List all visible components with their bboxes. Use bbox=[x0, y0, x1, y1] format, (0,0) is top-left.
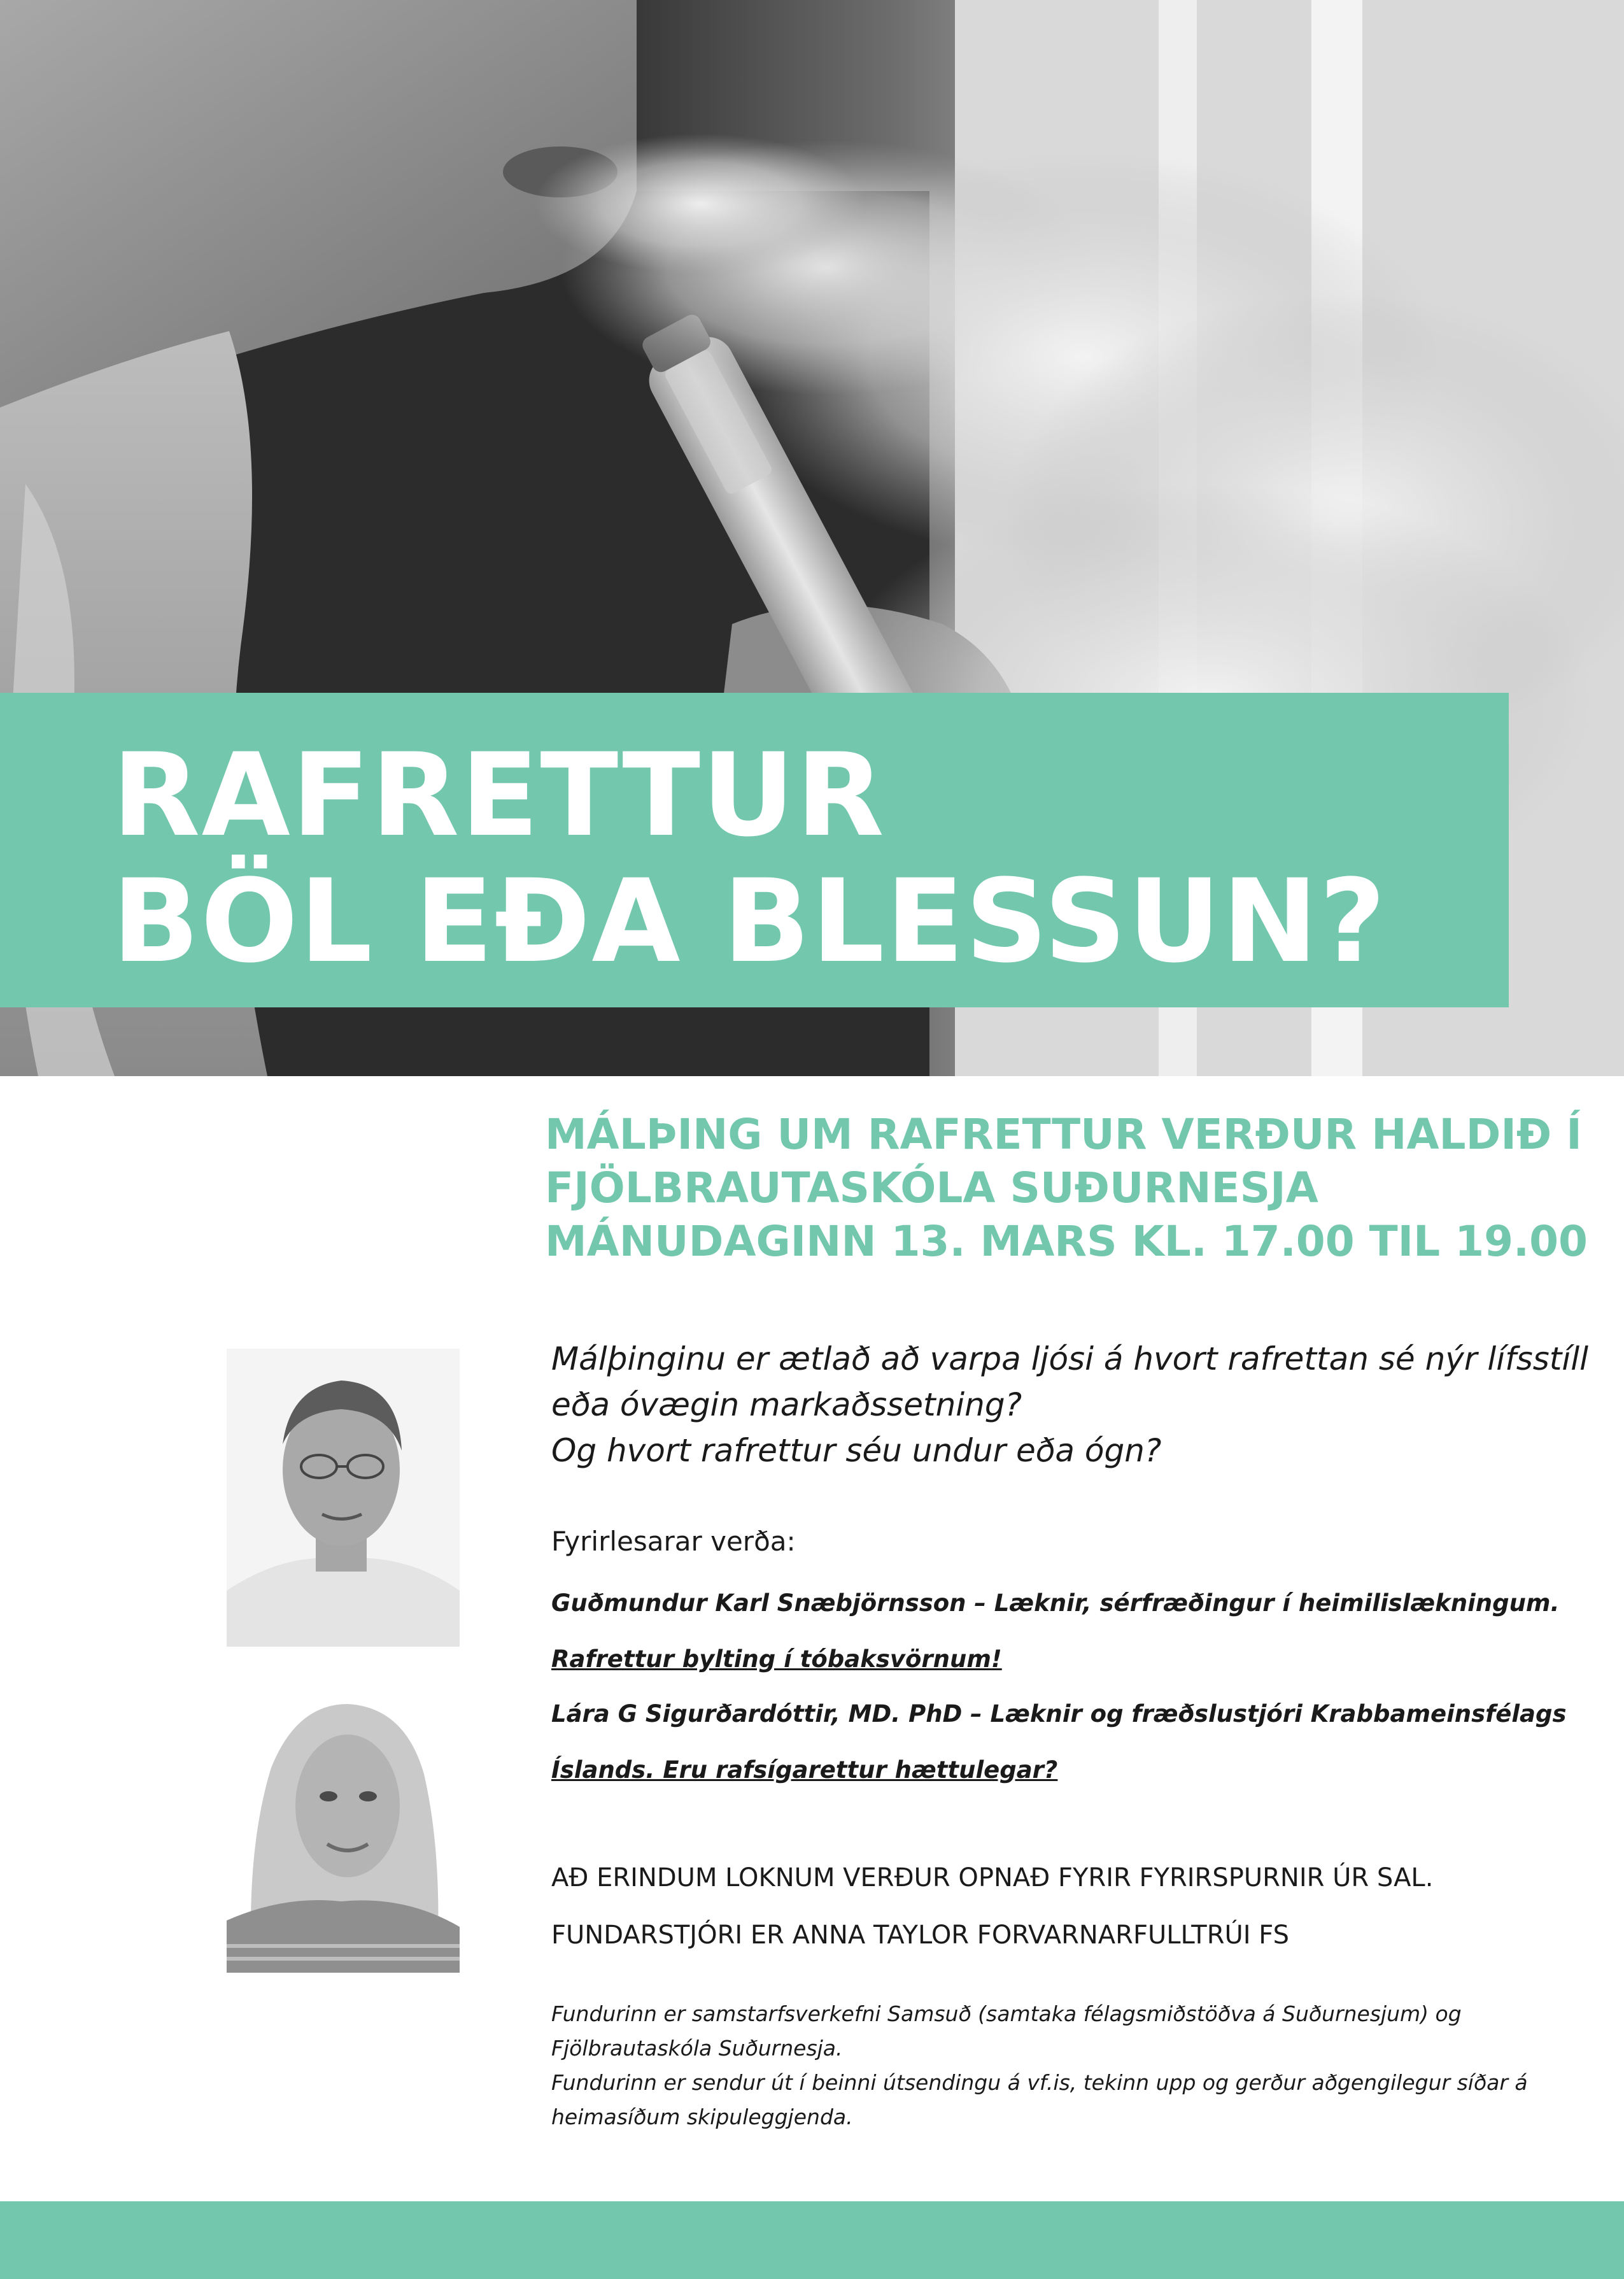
intro-line-3: Og hvort rafrettur séu undur eða ógn? bbox=[551, 1432, 1162, 1469]
event-announcement bbox=[545, 1108, 1588, 1268]
title-line-1: RAFRETTUR bbox=[112, 729, 886, 862]
speaker-2-name: Lára G Sigurðardóttir, MD. PhD – Læknir og fræðslustjóri Krabbameinsfélags bbox=[551, 1700, 1567, 1728]
speaker-1-photo bbox=[227, 1349, 460, 1647]
announcement-line-3: MÁNUDAGINN 13. MARS KL. 17.00 TIL 19.00 bbox=[545, 1217, 1588, 1266]
speaker-2-talk: Íslands. Eru rafsígarettur hættulegar? bbox=[551, 1756, 1058, 1784]
speakers-heading: Fyrirlesarar verða: bbox=[551, 1526, 796, 1557]
footnote-line-4: heimasíðum skipuleggjenda. bbox=[551, 2105, 853, 2129]
intro-line-1: Málþinginu er ætlað að varpa ljósi á hvort rafrettan sé nýr lífsstíll bbox=[551, 1340, 1589, 1377]
intro-text bbox=[551, 1336, 1589, 1473]
speaker-1-portrait bbox=[227, 1349, 460, 1647]
footnote-line-1: Fundurinn er samstarfsverkefni Samsuð (samtaka félagsmiðstöðva á Suðurnesjum) og bbox=[551, 2001, 1462, 2026]
questions-note: AÐ ERINDUM LOKNUM VERÐUR OPNAÐ FYRIR FYRIRSPURNIR ÚR SAL. bbox=[551, 1863, 1434, 1892]
moderator-note: FUNDARSTJÓRI ER ANNA TAYLOR FORVARNARFULLTRÚI FS bbox=[551, 1920, 1290, 1950]
speaker-1-talk: Rafrettur bylting í tóbaksvörnum! bbox=[551, 1645, 1002, 1673]
announcement-line-1: MÁLÞING UM RAFRETTUR VERÐUR HALDIÐ Í bbox=[545, 1110, 1582, 1159]
speaker-2-portrait bbox=[227, 1691, 460, 1973]
footnote bbox=[551, 1997, 1570, 2134]
speaker-2-photo bbox=[227, 1691, 460, 1973]
announcement-line-2: FJÖLBRAUTASKÓLA SUÐURNESJA bbox=[545, 1163, 1318, 1212]
intro-line-2: eða óvægin markaðssetning? bbox=[551, 1386, 1022, 1423]
footnote-line-2: Fjölbrautaskóla Suðurnesja. bbox=[551, 2036, 843, 2061]
bottom-accent-bar bbox=[0, 2201, 1624, 2279]
footnote-line-3: Fundurinn er sendur út í beinni útsendingu á vf.is, tekinn upp og gerður aðgengilegur síðar á bbox=[551, 2070, 1528, 2095]
speaker-1-name: Guðmundur Karl Snæbjörnsson – Læknir, sérfræðingur í heimilislækningum. bbox=[551, 1589, 1560, 1617]
title-line-2: BÖL EÐA BLESSUN? bbox=[112, 855, 1387, 988]
